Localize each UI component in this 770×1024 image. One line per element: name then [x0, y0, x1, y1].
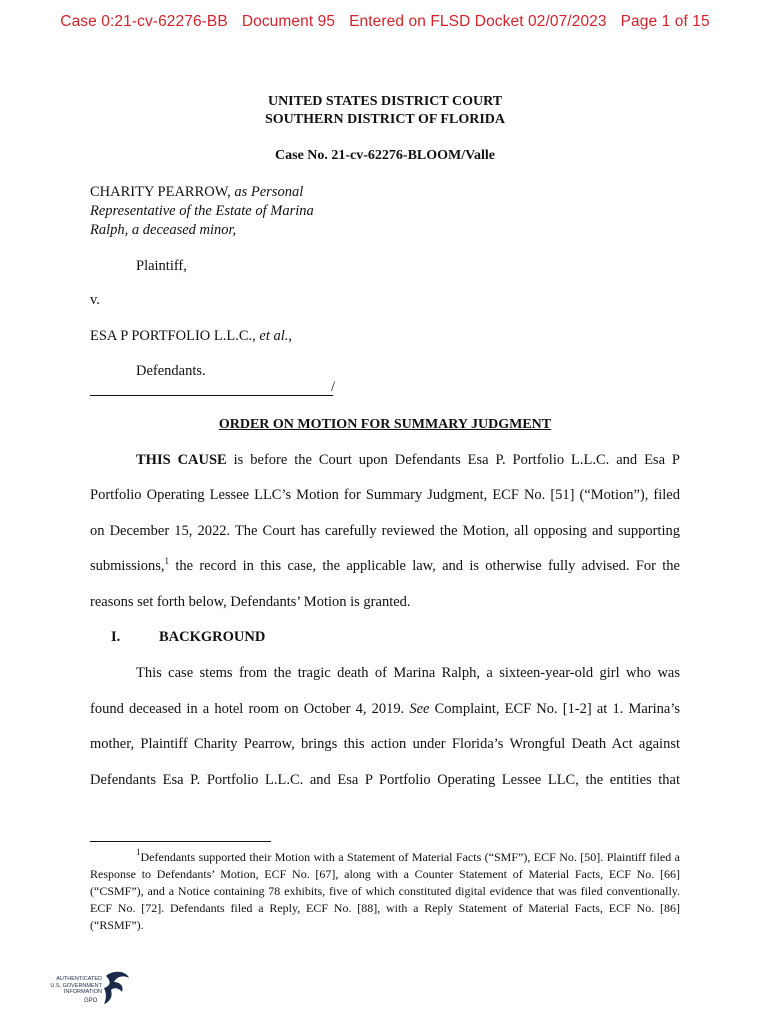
- stamp-entered: Entered on FLSD Docket 02/07/2023: [349, 13, 607, 30]
- plaintiff-caption: [90, 183, 314, 240]
- stamp-case: Case 0:21-cv-62276-BB: [60, 13, 228, 30]
- caption-slash: /: [331, 379, 336, 395]
- gpo-logo: [44, 970, 134, 1010]
- background-line-1: This case stems from the tragic death of Marina Ralph, a sixteen-year-old girl who was: [136, 665, 680, 681]
- plaintiff-desc-3: Ralph, a deceased minor,: [90, 222, 237, 238]
- logo-line-3: INFORMATION: [63, 989, 102, 995]
- caption-rule: [90, 395, 333, 396]
- stamp-document: Document 95: [241, 13, 336, 30]
- footnote-1: [90, 849, 680, 934]
- intro-line-1-text: is before the Court upon Defendants Esa P. Portfolio L.L.C. and Esa P: [226, 452, 680, 468]
- eagle-icon: [102, 970, 132, 1006]
- defendant-etal: et al.: [259, 328, 289, 344]
- logo-mark: GPO: [84, 998, 98, 1004]
- section-title: BACKGROUND: [159, 629, 266, 645]
- defendant-caption: [90, 327, 292, 346]
- intro-line-4b: the record in this case, the applicable law, and is otherwise fully advised. For the: [169, 558, 680, 574]
- defendant-role: Defendants.: [136, 363, 206, 379]
- plaintiff-desc-2: Representative of the Estate of Marina: [90, 203, 314, 219]
- plaintiff-name: CHARITY PEARROW,: [90, 184, 231, 200]
- logo-line-2: U.S. GOVERNMENT: [50, 982, 102, 989]
- defendant-name: ESA P PORTFOLIO L.L.C.,: [90, 328, 260, 344]
- intro-line-2: Portfolio Operating Lessee LLC’s Motion for Summary Judgment, ECF No. [51] (“Motion”), filed: [90, 487, 680, 503]
- background-line-2b: Complaint, ECF No. [1-2] at 1. Marina’s: [429, 701, 680, 717]
- footnote-text: Defendants supported their Motion with a Statement of Material Facts (“SMF”), ECF No. [50]. Plaintiff filed a Response to Defendants’ Motion, ECF No. [67], along with a Counter Statement of Material Facts, ECF No. [66] (“CSMF”), and a Notice containing 78 exhibits, five of which constituted digital evidence that was filed conventionally. ECF No. [72]. Defendants filed a Reply, ECF No. [88], with a Reply Statement of Material Facts, ECF No. [86] (“RSMF”).: [90, 850, 680, 932]
- court-name-line1: UNITED STATES DISTRICT COURT: [267, 94, 503, 109]
- footnote-rule: [90, 841, 271, 842]
- background-line-4: Defendants Esa P. Portfolio L.L.C. and Esa P Portfolio Operating Lessee LLC, the entities that: [90, 772, 680, 788]
- case-number: Case No. 21-cv-62276-BLOOM/Valle: [275, 148, 495, 163]
- logo-line-1: AUTHENTICATED: [56, 976, 102, 982]
- section-number: I.: [111, 629, 121, 645]
- footnote-marker: 1: [136, 847, 141, 857]
- intro-line-4a: submissions,: [90, 558, 165, 574]
- court-name-line2: SOUTHERN DISTRICT OF FLORIDA: [265, 112, 505, 127]
- footnote-ref: 1: [164, 556, 170, 566]
- order-title: ORDER ON MOTION FOR SUMMARY JUDGMENT: [218, 417, 552, 432]
- background-line-2a: found deceased in a hotel room on October 4, 2019.: [90, 701, 410, 717]
- plaintiff-desc-1: as Personal: [230, 184, 304, 200]
- intro-line-4: [90, 558, 680, 575]
- intro-line-5: reasons set forth below, Defendants’ Motion is granted.: [90, 594, 411, 610]
- versus: v.: [90, 292, 100, 308]
- defendant-comma: ,: [288, 328, 293, 344]
- background-line-2: [90, 701, 680, 718]
- see-signal: See: [409, 701, 430, 717]
- docket-stamp: [0, 13, 770, 31]
- background-line-3: mother, Plaintiff Charity Pearrow, brings this action under Florida’s Wrongful Death Act against: [90, 736, 680, 752]
- intro-line-1: [136, 452, 680, 469]
- intro-line-3: on December 15, 2022. The Court has carefully reviewed the Motion, all opposing and supporting: [90, 523, 680, 539]
- this-cause-lead: THIS CAUSE: [136, 452, 227, 468]
- plaintiff-role: Plaintiff,: [136, 258, 187, 274]
- stamp-page: Page 1 of 15: [620, 13, 710, 30]
